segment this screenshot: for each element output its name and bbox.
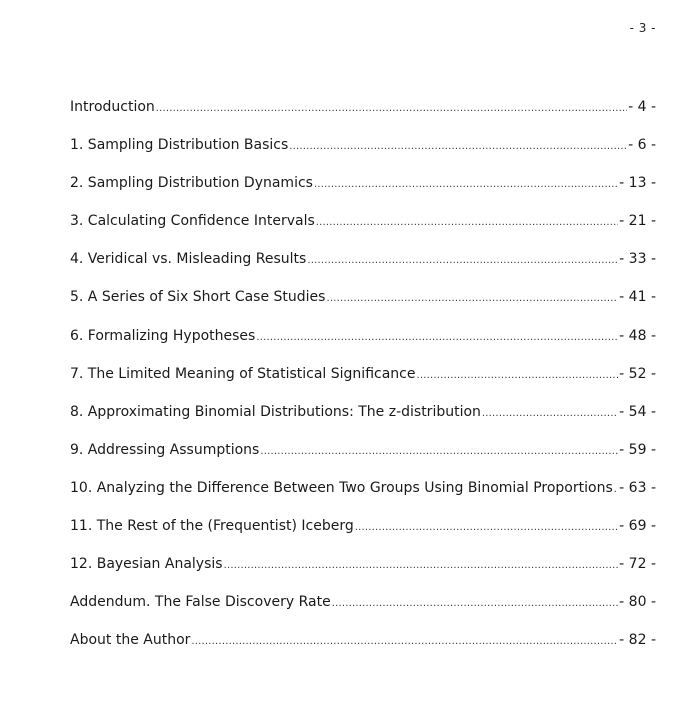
toc-entry-label: 12. Bayesian Analysis [70, 556, 223, 573]
toc-entry-page: - 33 - [619, 251, 656, 268]
toc-entry-label: 3. Calculating Confidence Intervals [70, 213, 315, 230]
toc-entry-chapter-11[interactable] [70, 514, 656, 552]
dot-leader [224, 554, 619, 578]
toc-entry-chapter-4[interactable] [70, 247, 656, 285]
toc-entry-label: 5. A Series of Six Short Case Studies [70, 289, 326, 306]
toc-entry-label: Addendum. The False Discovery Rate [70, 594, 331, 611]
toc-entry-page: - 48 - [619, 327, 656, 344]
table-of-contents [70, 95, 656, 666]
toc-entry-label: About the Author [70, 632, 191, 649]
toc-entry-page: - 82 - [619, 632, 656, 649]
toc-entry-chapter-2[interactable] [70, 171, 656, 209]
toc-entry-page: - 54 - [619, 403, 656, 420]
dot-leader [326, 287, 618, 311]
toc-entry-chapter-10[interactable] [70, 476, 656, 514]
toc-entry-page: - 6 - [628, 137, 656, 154]
dot-leader [260, 440, 618, 464]
toc-entry-label: 6. Formalizing Hypotheses [70, 327, 256, 344]
toc-entry-label: Introduction [70, 99, 155, 115]
toc-entry-page: - 72 - [619, 556, 656, 573]
toc-entry-page: - 59 - [619, 441, 656, 458]
toc-entry-chapter-1[interactable] [70, 133, 656, 171]
toc-entry-page: - 80 - [619, 594, 656, 611]
toc-entry-label: 10. Analyzing the Difference Between Two Groups Using Binomial Proportions [70, 479, 613, 496]
toc-entry-chapter-12[interactable] [70, 552, 656, 590]
toc-entry-label: 4. Veridical vs. Misleading Results [70, 251, 307, 268]
toc-entry-chapter-6[interactable] [70, 324, 656, 362]
toc-entry-label: 9. Addressing Assumptions [70, 441, 260, 458]
toc-entry-label: 11. The Rest of the (Frequentist) Iceberg [70, 518, 354, 535]
dot-leader [191, 630, 618, 654]
toc-entry-introduction[interactable] [70, 95, 656, 133]
toc-entry-page: - 13 - [619, 175, 656, 192]
toc-entry-chapter-3[interactable] [70, 209, 656, 247]
dot-leader [156, 97, 627, 121]
dot-leader [614, 478, 618, 502]
dot-leader [314, 173, 618, 197]
dot-leader [307, 249, 618, 273]
toc-entry-page: - 4 - [628, 99, 656, 115]
toc-entry-addendum[interactable] [70, 590, 656, 628]
toc-entry-chapter-7[interactable] [70, 362, 656, 400]
toc-entry-about-author[interactable] [70, 628, 656, 666]
toc-entry-page: - 52 - [619, 365, 656, 382]
toc-entry-page: - 69 - [619, 518, 656, 535]
dot-leader [482, 402, 618, 426]
dot-leader [256, 326, 618, 350]
toc-entry-label: 2. Sampling Distribution Dynamics [70, 175, 313, 192]
toc-entry-label: 8. Approximating Binomial Distributions: The z-distribution [70, 403, 481, 420]
dot-leader [332, 592, 618, 616]
toc-entry-chapter-5[interactable] [70, 285, 656, 323]
toc-entry-page: - 21 - [619, 213, 656, 230]
toc-entry-page: - 63 - [619, 479, 656, 496]
dot-leader [416, 364, 618, 388]
page-number: - 3 - [629, 21, 656, 35]
toc-entry-label: 7. The Limited Meaning of Statistical Significance [70, 365, 416, 382]
dot-leader [316, 211, 618, 235]
dot-leader [289, 135, 627, 159]
toc-entry-chapter-9[interactable] [70, 438, 656, 476]
toc-entry-label: 1. Sampling Distribution Basics [70, 137, 289, 154]
toc-entry-page: - 41 - [619, 289, 656, 306]
toc-entry-chapter-8[interactable] [70, 400, 656, 438]
dot-leader [355, 516, 618, 540]
